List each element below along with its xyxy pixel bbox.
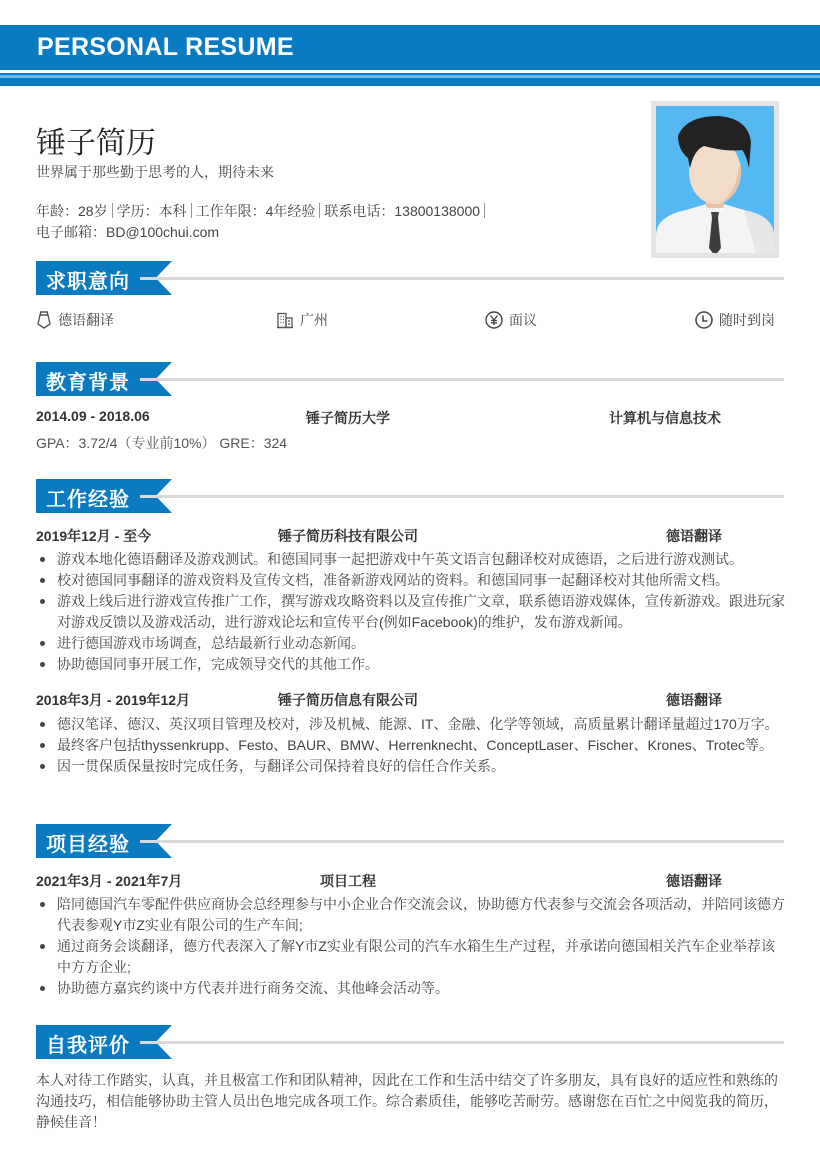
building-icon [276, 312, 294, 329]
section-title: 自我评价 [46, 1035, 130, 1057]
person-avatar-icon [656, 106, 774, 253]
list-item: 协助德国同事开展工作，完成领导交代的其他工作。 [36, 654, 786, 675]
list-item: 最终客户包括thyssenkrupp、Festo、BAUR、BMW、Herrenknecht、ConceptLaser、Fischer、Krones、Trotec等。 [36, 735, 786, 756]
intent-salary [485, 310, 537, 330]
project-row [36, 871, 784, 891]
work-period: 2018年3月 - 2019年12月 [36, 692, 191, 708]
info-education: 学历：本科 [116, 203, 187, 219]
list-item: 游戏上线后进行游戏宣传推广工作，撰写游戏攻略资料以及宣传推广文章，联系德语游戏媒体，宣传新游戏。跟进玩家对游戏反馈以及游戏活动，进行游戏论坛和宣传平台(例如Facebook)的维护，发布游戏新闻。 [36, 591, 786, 633]
list-item: 陪同德国汽车零配件供应商协会总经理参与中小企业合作交流会议，协助德方代表参与交流会各项活动，并陪同该德方代表参观Y市Z实业有限公司的生产车间; [36, 894, 786, 936]
divider [112, 203, 113, 218]
work-period: 2019年12月 - 至今 [36, 528, 152, 544]
job-intent-row [36, 310, 784, 332]
intent-position-label: 德语翻译 [58, 312, 114, 328]
work-company: 锤子简历信息有限公司 [278, 692, 418, 708]
section-header-work [36, 479, 784, 513]
info-phone: 联系电话：13800138000 [324, 203, 481, 219]
intent-availability-label: 随时到岗 [719, 312, 775, 328]
section-rule [140, 378, 784, 381]
list-item: 校对德国同事翻译的游戏资料及宣传文档，准备新游戏网站的资料。和德国同事一起翻译校对其他所需文档。 [36, 570, 786, 591]
banner-stripe-light [0, 75, 820, 78]
section-header-intent [36, 261, 784, 295]
project-duties [36, 894, 786, 999]
work-company: 锤子简历科技有限公司 [278, 528, 418, 544]
education-major: 计算机与信息技术 [609, 410, 721, 426]
section-rule [140, 277, 784, 280]
tie-icon [36, 311, 52, 329]
list-item: 因一贯保质保量按时完成任务，与翻译公司保持着良好的信任合作关系。 [36, 756, 786, 777]
work-row-2 [36, 690, 784, 710]
project-period: 2021年3月 - 2021年7月 [36, 873, 183, 889]
section-rule [140, 495, 784, 498]
section-rule [140, 1041, 784, 1044]
education-row [36, 408, 784, 428]
work-role: 德语翻译 [666, 528, 722, 544]
list-item: 游戏本地化德语翻译及游戏测试。和德国同事一起把游戏中午英文语言包翻译校对成德语，之后进行游戏测试。 [36, 549, 786, 570]
project-name: 项目工程 [320, 873, 376, 889]
education-school: 锤子简历大学 [306, 410, 390, 426]
section-title: 教育背景 [46, 372, 130, 394]
info-email: 电子邮箱：BD@100chui.com [36, 224, 220, 240]
self-evaluation-text: 本人对待工作踏实，认真，并且极富工作和团队精神，因此在工作和生活中结交了许多朋友，具有良好的适应性和熟练的沟通技巧，相信能够协助主管人员出色地完成各项工作。综合素质佳，能够吃苦耐劳。感谢您在百忙之中阅览我的简历，静候佳音！ [36, 1072, 778, 1130]
education-period: 2014.09 - 2018.06 [36, 408, 150, 424]
list-item: 协助德方嘉宾约谈中方代表并进行商务交流、其他峰会活动等。 [36, 978, 786, 999]
intent-availability [695, 310, 775, 330]
divider [484, 203, 485, 218]
section-header-education [36, 362, 784, 396]
basic-info-line [36, 201, 489, 221]
list-item: 德汉笔译、德汉、英汉项目管理及校对，涉及机械、能源、IT、金融、化学等领域，高质量累计翻译量超过170万字。 [36, 714, 786, 735]
work-row-1 [36, 526, 784, 546]
banner-title: PERSONAL RESUME [37, 33, 294, 61]
section-title: 项目经验 [46, 834, 130, 856]
avatar-photo-frame [651, 101, 779, 258]
project-role: 德语翻译 [666, 873, 722, 889]
info-years: 工作年限：4年经验 [195, 203, 316, 219]
section-rule [140, 840, 784, 843]
work-2-duties [36, 714, 786, 777]
list-item: 进行德国游戏市场调查，总结最新行业动态新闻。 [36, 633, 786, 654]
intent-city-label: 广州 [300, 312, 328, 328]
banner-stripe-white [0, 70, 820, 73]
education-detail: GPA：3.72/4（专业前10%） GRE：324 [36, 435, 288, 451]
candidate-name: 锤子简历 [36, 127, 156, 160]
section-title: 求职意向 [46, 271, 130, 293]
section-title: 工作经验 [46, 489, 130, 511]
avatar-photo [656, 106, 774, 253]
motto: 世界属于那些勤于思考的人，期待未来 [36, 164, 274, 180]
divider [191, 203, 192, 218]
divider [319, 203, 320, 218]
intent-position [36, 310, 114, 330]
yen-icon [485, 311, 503, 329]
info-age: 年龄：28岁 [36, 203, 108, 219]
work-1-duties [36, 549, 786, 675]
intent-salary-label: 面议 [509, 312, 537, 328]
clock-icon [695, 311, 713, 329]
list-item: 通过商务会谈翻译，德方代表深入了解Y市Z实业有限公司的汽车水箱生生产过程，并承诺向德国相关汽车企业举荐该中方方企业; [36, 936, 786, 978]
section-header-project [36, 824, 784, 858]
section-header-self [36, 1025, 784, 1059]
work-role: 德语翻译 [666, 692, 722, 708]
intent-city [276, 310, 328, 330]
